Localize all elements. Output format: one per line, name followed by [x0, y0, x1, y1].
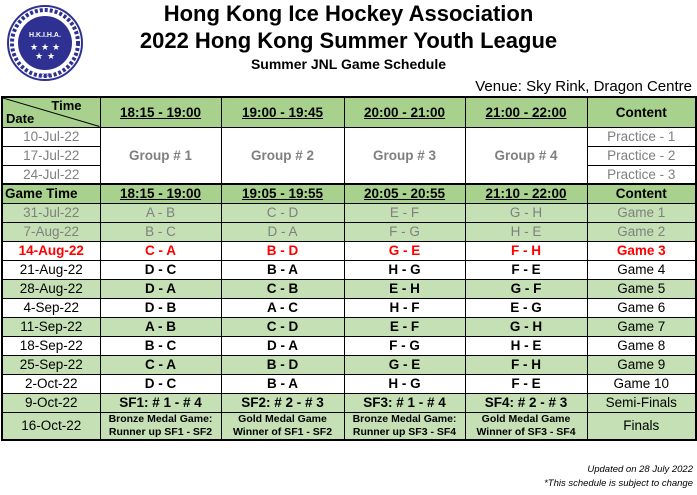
game-header-row	[2, 184, 696, 203]
match-cell: A - B	[100, 203, 221, 222]
match-cell: E - G	[465, 298, 587, 317]
finals-cell	[221, 412, 344, 440]
practice-slot-2: 19:00 - 19:45	[221, 97, 344, 127]
game-row	[2, 355, 696, 374]
logo-year: 1980	[39, 73, 51, 79]
match-cell: G - H	[465, 203, 587, 222]
corner-date-label: Date	[6, 110, 35, 126]
match-cell: A - B	[100, 317, 221, 336]
game-content: Game 4	[587, 260, 696, 279]
game-date: 18-Sep-22	[2, 336, 100, 355]
semifinal-cell: SF2: # 2 - # 3	[221, 393, 344, 412]
game-content: Game 7	[587, 317, 696, 336]
match-cell: D - A	[100, 279, 221, 298]
practice-content: Practice - 2	[587, 146, 696, 165]
finals-line: Bronze Medal Game:	[108, 412, 213, 425]
game-slot-4: 21:10 - 22:00	[465, 184, 587, 203]
game-row	[2, 260, 696, 279]
disclaimer-note: *This schedule is subject to change	[544, 478, 693, 489]
game-content: Game 1	[587, 203, 696, 222]
schedule-table	[1, 96, 697, 441]
game-content: Game 2	[587, 222, 696, 241]
schedule-title: Summer JNL Game Schedule	[250, 56, 447, 72]
match-cell: C - B	[221, 279, 344, 298]
practice-group-2: Group # 2	[221, 127, 344, 184]
match-cell: F - H	[465, 355, 587, 374]
game-row	[2, 336, 696, 355]
practice-group-1: Group # 1	[100, 127, 221, 184]
match-cell: C - A	[100, 355, 221, 374]
finals-line: Bronze Medal Game:	[352, 412, 457, 425]
svg-text:★: ★	[29, 42, 39, 52]
venue-label: Venue: Sky Rink, Dragon Centre	[475, 78, 692, 95]
match-cell: E - F	[344, 317, 465, 336]
match-cell: G - F	[465, 279, 587, 298]
match-cell: B - D	[221, 241, 344, 260]
practice-date: 17-Jul-22	[2, 146, 100, 165]
game-row	[2, 279, 696, 298]
game-date: 4-Sep-22	[2, 298, 100, 317]
match-cell: F - H	[465, 241, 587, 260]
match-cell: B - A	[221, 260, 344, 279]
semifinal-cell: SF3: # 1 - # 4	[344, 393, 465, 412]
practice-date: 10-Jul-22	[2, 127, 100, 146]
association-title: Hong Kong Ice Hockey Association	[163, 1, 534, 26]
practice-slot-1: 18:15 - 19:00	[100, 97, 221, 127]
game-date: 11-Sep-22	[2, 317, 100, 336]
semifinal-row	[2, 393, 696, 412]
logo-text: H.K.I.H.A.	[29, 32, 61, 39]
game-row	[2, 374, 696, 393]
game-content: Semi-Finals	[587, 393, 696, 412]
match-cell: H - G	[344, 374, 465, 393]
game-date: 2-Oct-22	[2, 374, 100, 393]
match-cell: G - E	[344, 355, 465, 374]
match-cell: G - H	[465, 317, 587, 336]
game-time-label: Game Time	[2, 184, 100, 203]
match-cell: D - C	[100, 260, 221, 279]
game-row	[2, 203, 696, 222]
game-date: 7-Aug-22	[2, 222, 100, 241]
practice-date: 24-Jul-22	[2, 165, 100, 184]
game-content: Game 5	[587, 279, 696, 298]
game-date: 14-Aug-22	[2, 241, 100, 260]
match-cell: D - A	[221, 222, 344, 241]
finals-date: 16-Oct-22	[2, 412, 100, 440]
semifinal-cell: SF4: # 2 - # 3	[465, 393, 587, 412]
match-cell: B - C	[100, 222, 221, 241]
match-cell: F - G	[344, 336, 465, 355]
game-date: 9-Oct-22	[2, 393, 100, 412]
match-cell: F - G	[344, 222, 465, 241]
match-cell: F - E	[465, 374, 587, 393]
game-content: Game 9	[587, 355, 696, 374]
practice-content-header: Content	[587, 97, 696, 127]
game-content: Game 10	[587, 374, 696, 393]
match-cell: D - C	[100, 374, 221, 393]
match-cell: H - E	[465, 336, 587, 355]
finals-cell	[344, 412, 465, 440]
match-cell: B - A	[221, 374, 344, 393]
match-cell: H - F	[344, 298, 465, 317]
practice-group-4: Group # 4	[465, 127, 587, 184]
match-cell: A - C	[221, 298, 344, 317]
match-cell: C - D	[221, 203, 344, 222]
practice-content: Practice - 3	[587, 165, 696, 184]
match-cell: E - H	[344, 279, 465, 298]
updated-note: Updated on 28 July 2022	[587, 464, 693, 475]
practice-group-3: Group # 3	[344, 127, 465, 184]
practice-slot-3: 20:00 - 21:00	[344, 97, 465, 127]
finals-line: Winner of SF3 - SF4	[476, 425, 576, 438]
match-cell: B - C	[100, 336, 221, 355]
game-date: 31-Jul-22	[2, 203, 100, 222]
game-row	[2, 298, 696, 317]
game-slot-1: 18:15 - 19:00	[100, 184, 221, 203]
match-cell: G - E	[344, 241, 465, 260]
game-row-highlighted	[2, 241, 696, 260]
match-cell: B - D	[221, 355, 344, 374]
match-cell: D - A	[221, 336, 344, 355]
game-content: Game 3	[587, 241, 696, 260]
finals-content: Finals	[587, 412, 696, 440]
time-date-corner	[2, 97, 100, 127]
finals-cell	[100, 412, 221, 440]
finals-line: Gold Medal Game	[238, 412, 327, 425]
finals-line: Runner up SF1 - SF2	[108, 425, 213, 438]
game-date: 28-Aug-22	[2, 279, 100, 298]
game-content: Game 8	[587, 336, 696, 355]
svg-text:★: ★	[34, 51, 44, 61]
game-date: 21-Aug-22	[2, 260, 100, 279]
svg-text:★: ★	[40, 42, 50, 52]
finals-line: Runner up SF3 - SF4	[352, 425, 457, 438]
finals-line: Gold Medal Game	[481, 412, 571, 425]
game-date: 25-Sep-22	[2, 355, 100, 374]
game-row	[2, 317, 696, 336]
semifinal-cell: SF1: # 1 - # 4	[100, 393, 221, 412]
svg-text:★: ★	[46, 51, 56, 61]
game-content: Game 6	[587, 298, 696, 317]
match-cell: F - E	[465, 260, 587, 279]
corner-time-label: Time	[51, 98, 82, 113]
game-slot-2: 19:05 - 19:55	[221, 184, 344, 203]
match-cell: C - A	[100, 241, 221, 260]
match-cell: H - E	[465, 222, 587, 241]
practice-slot-4: 21:00 - 22:00	[465, 97, 587, 127]
practice-header-row	[2, 97, 696, 127]
finals-line: Winner of SF1 - SF2	[232, 425, 333, 438]
finals-cell	[465, 412, 587, 440]
match-cell: D - B	[100, 298, 221, 317]
game-content-header: Content	[587, 184, 696, 203]
svg-text:★: ★	[51, 42, 61, 52]
match-cell: H - G	[344, 260, 465, 279]
match-cell: E - F	[344, 203, 465, 222]
game-row	[2, 222, 696, 241]
match-cell: C - D	[221, 317, 344, 336]
finals-row	[2, 412, 696, 440]
league-title: 2022 Hong Kong Summer Youth League	[139, 28, 558, 53]
practice-row	[2, 127, 696, 146]
practice-content: Practice - 1	[587, 127, 696, 146]
game-slot-3: 20:05 - 20:55	[344, 184, 465, 203]
